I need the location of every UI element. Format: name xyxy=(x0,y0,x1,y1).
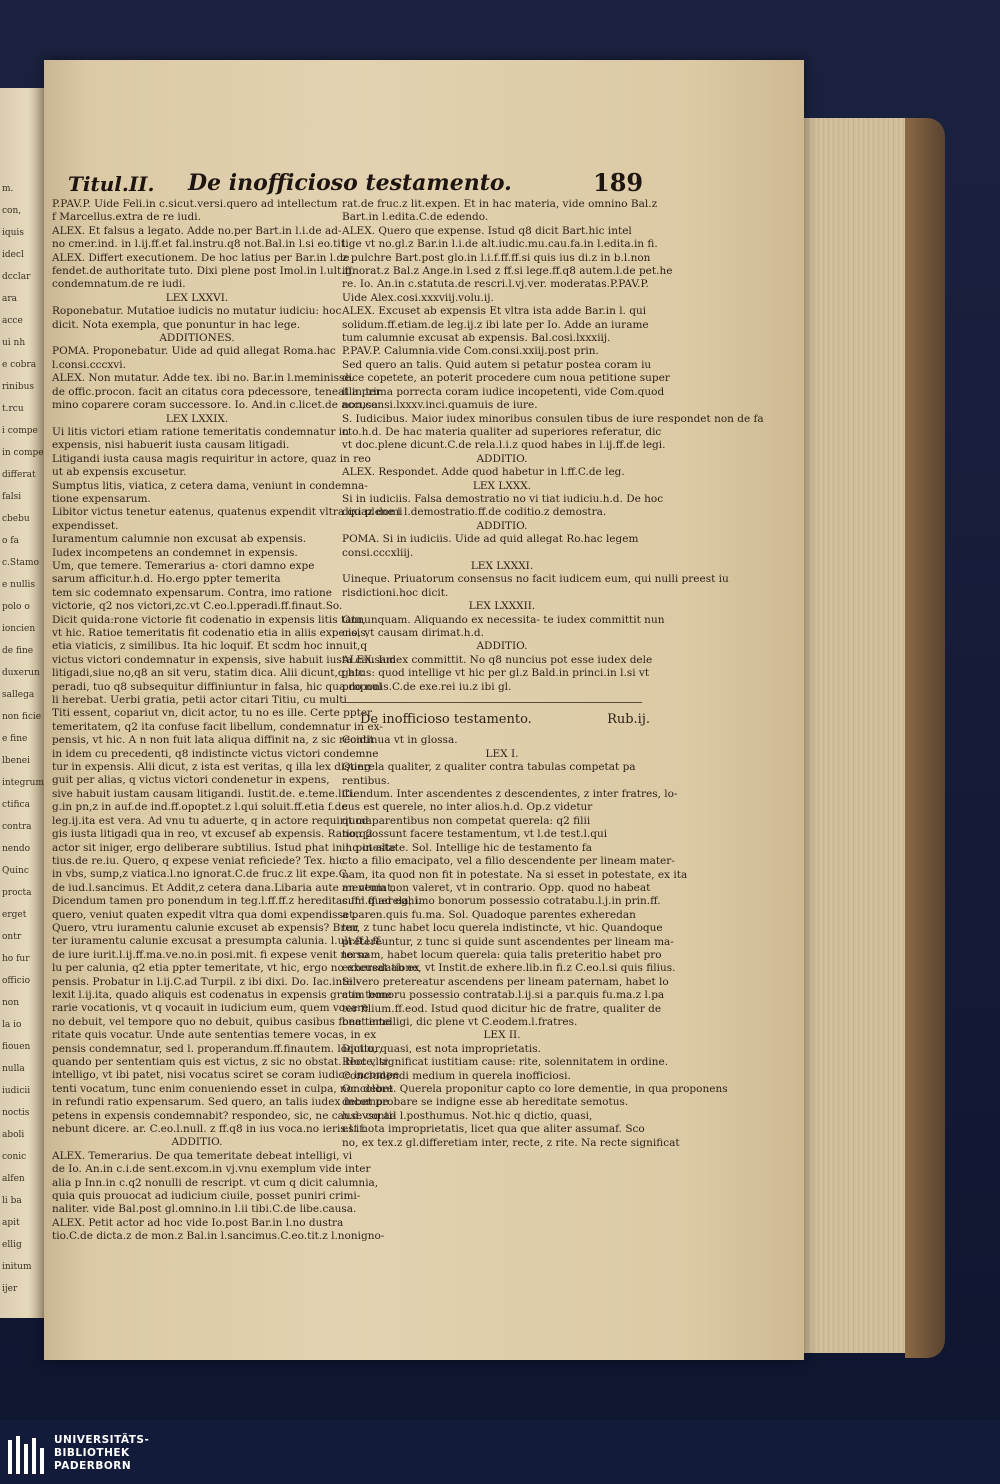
left-page-text-fragment: de fine xyxy=(2,646,34,656)
text-line: Sed quero an talis. Quid autem si petatur postea coram iu xyxy=(342,358,652,371)
text-line: Continua vt in glossa. xyxy=(342,734,458,747)
text-line: Iuramentum calumnie non excusat ab expensis. xyxy=(52,533,307,546)
text-line: re. Io. An.in c.statuta.de rescri.l.vj.ver. moderatas.P.PAV.P. xyxy=(342,278,649,291)
text-line: lu per calunia, q2 etia ppter temeritate, vt hic, ergo no excusat ab ex xyxy=(52,962,420,975)
text-line: condemnatum.de re iudi. xyxy=(52,278,186,291)
text-line: guit per alias, q victus victori condenetur in expens, xyxy=(52,774,330,787)
text-line: l.consi.cccxvi. xyxy=(52,358,126,371)
text-line: Concludendi medium in querela inofficiosi. xyxy=(342,1069,571,1082)
text-line: Dictio, quasi, est nota improprietatis. xyxy=(342,1042,541,1055)
text-line: leg.ij.ita est vera. Ad vnu tu aduerte, q in actore requirit ma xyxy=(52,814,372,827)
text-line: Uide Alex.cosi.xxxviij.volu.ij. xyxy=(342,291,494,304)
left-page-text-fragment: ioncien xyxy=(2,624,36,634)
text-line: no, ex tex.z gl.differetiam inter, recte, z rite. Na recte significat xyxy=(342,1136,680,1149)
text-line: rarie vocationis, vt q vocauit in iudicium eum, quem vocare xyxy=(52,1002,369,1015)
text-line: temeritatem, q2 ita confuse facit libellum, condemnatur in ex- xyxy=(52,720,383,733)
library-name-line2: BIBLIOTHEK xyxy=(54,1447,130,1459)
left-page-text-fragment: o fa xyxy=(2,536,19,546)
text-line: intelligo, vt ibi patet, nisi vocatus sciret se coram iudice incompe xyxy=(52,1069,400,1082)
text-line: Si vero pretereatur ascendens per lineam paternam, habet lo xyxy=(342,975,669,988)
text-line: ALEX. Temerarius. De qua temeritate debeat intelligi, vi xyxy=(52,1149,353,1162)
text-line: ADDITIO. xyxy=(476,640,528,653)
section-title: De inofficioso testamento. xyxy=(360,712,532,728)
text-line: in potestate. Sol. Intellige hic de testamento fa xyxy=(342,841,593,854)
left-page-text-fragment: aboli xyxy=(2,1130,25,1140)
left-page-text-fragment: e fine xyxy=(2,734,28,744)
text-line: LEX LXXX. xyxy=(472,479,532,492)
text-line: de iud.l.sancimus. Et Addit,z cetera dana.Libaria aute an veniat, xyxy=(52,881,395,894)
left-page-text-fragment: rinibus xyxy=(2,382,35,392)
text-line: dice copetete, an poterit procedere cum noua petitione super xyxy=(342,372,670,385)
text-line: Si in iudiciis. Falsa demostratio no vi tiat iudiciu.h.d. De hoc xyxy=(342,492,664,505)
text-line: dixi plene i l.demostratio.ff.de coditio.z demostra. xyxy=(342,506,607,519)
left-page-text-fragment: ara xyxy=(2,294,18,304)
text-line: mino coparere coram successore. Io. And.in c.licet.de accusa. xyxy=(52,399,382,412)
text-line: ALEX. Iudex committit. No q8 nuncius pot esse iudex dele xyxy=(342,653,653,666)
text-line: Roponebatur. Mutatioe iudicis no mutatur iudiciu: hoc xyxy=(52,305,342,318)
left-page-text-fragment: li ba xyxy=(2,1196,22,1206)
text-line: Ciendum. Inter ascendentes z descendentes, z inter fratres, lo- xyxy=(342,788,678,801)
text-line: Libitor victus tenetur eatenus, quatenus expendit vltra quaz domi xyxy=(52,506,403,519)
text-line: etia viaticis, z similibus. Ita hic loquif. Et scdm hoc innuit,q xyxy=(52,640,368,653)
left-page-text-fragment: ctifica xyxy=(2,800,30,810)
text-line: in idem cu precedenti, q8 indistincte victus victori condemne xyxy=(52,747,379,760)
text-line: actor sit iniger, ergo deliberare subtilius. Istud phat in l.q in alte xyxy=(52,841,396,854)
text-line: cus est querele, no inter alios.h.d. Op.z videtur xyxy=(342,801,593,814)
text-line: debet probare se indigne esse ab hereditate semotus. xyxy=(342,1096,629,1109)
text-line: pensis, vt hic. A n non fuit lata aliqua diffinit na, z sic recidit xyxy=(52,734,374,747)
text-line: g.in pn,z in auf.de ind.ff.opoptet.z l.qui soluit.ff.etia f.de xyxy=(52,801,348,814)
text-line: ut ab expensis excusetur. xyxy=(52,466,187,479)
text-line: non,consi.lxxxv.inci.quamuis de iure. xyxy=(342,399,538,412)
library-name xyxy=(54,1434,149,1473)
left-page-text-fragment: erget xyxy=(2,910,27,920)
left-page-text-fragment: con, xyxy=(2,206,22,216)
text-line: LEX I. xyxy=(485,747,519,760)
text-line: sive habuit iustam causam litigandi. Iustit.de. e.teme.liti. xyxy=(52,787,356,800)
titul-label: Titul.II. xyxy=(68,172,155,196)
text-line: vt hic. Ratioe temeritatis fit codenatio etia in aliis expensis, xyxy=(52,627,369,639)
text-line: ALEX. Petit actor ad hoc vide Io.post Bar.in l.no dustra xyxy=(52,1216,344,1229)
left-page-text-fragment: contra xyxy=(2,822,32,832)
text-line: ALEX. Non mutatur. Adde tex. ibi no. Bar.in l.meminisse. xyxy=(52,372,354,385)
left-page-text-fragment: nendo xyxy=(2,844,31,854)
text-line: expensis, nisi habuerit iusta causam litigadi. xyxy=(52,439,290,452)
left-page-text-fragment: integrum xyxy=(2,778,45,788)
text-line: rat.de fruc.z lit.expen. Et in hac materia, vide omnino Bal.z xyxy=(342,198,658,210)
text-line: no cmer.ind. in l.ij.ff.et fal.instru.q8 not.Bal.in l.si eo.tit. xyxy=(52,238,349,251)
text-line: gatus: quod intellige vt hic per gl.z Bald.in princi.in l.si vt xyxy=(342,667,650,680)
left-page-text-fragment: cbebu xyxy=(2,514,30,524)
text-line: dicit. Nota exempla, que ponuntur in hac lege. xyxy=(52,318,301,331)
text-line: ALEX. Excuset ab expensis Et vltra ista adde Bar.in l. qui xyxy=(342,305,647,318)
text-line: tio.C.de dicta.z de mon.z Bal.in l.sancimus.C.eo.tit.z l.nonigno- xyxy=(52,1230,385,1243)
text-line: cto a filio emacipato, vel a filio descendente per lineam mater- xyxy=(342,855,675,868)
text-line: quia quis prouocat ad iudicium ciuile, posset puniri crimi- xyxy=(52,1190,361,1203)
text-line: nebunt dicere. ar. C.eo.l.null. z ff.q8 in ius voca.no ieris.l.if. xyxy=(52,1123,367,1136)
text-line: tenti vocatum, tunc enim conueniendo esset in culpa, non debet xyxy=(52,1082,394,1095)
text-line: tum calumnie excusat ab expensis. Bal.cosi.lxxxiij. xyxy=(342,332,611,345)
text-line: illa prima porrecta coram iudice incopetenti, vide Com.quod xyxy=(342,385,665,398)
left-page-text-fragment: alfen xyxy=(2,1174,25,1184)
text-line: victus victori condemnatur in expensis, sive habuit iusta causam xyxy=(52,653,397,666)
text-line: Dicendum tamen pro ponendum in teg.l.ff.ff.z hereditas.ff.l.ff.ad eghi. xyxy=(52,895,422,908)
text-line: exheredatione, vt Instit.de exhere.lib.in fi.z C.eo.l.si quis filius. xyxy=(342,962,676,975)
text-line: expendisset. xyxy=(52,519,119,532)
left-page-text-fragment: iquis xyxy=(2,228,24,238)
text-line: Uineque. Priuatorum consensus no facit iudicem eum, qui nulli preest iu xyxy=(342,573,729,586)
left-page-text-fragment: apit xyxy=(2,1218,20,1228)
right-text-column xyxy=(342,198,764,1338)
text-line: ALEX. Et falsus a legato. Adde no.per Bart.in l.i.de ad- xyxy=(52,224,342,237)
text-line: a paren.quis fu.ma. Sol. Quadoque parentes exheredan xyxy=(342,908,636,921)
left-page-text-fragment: e nullis xyxy=(2,580,36,590)
text-line: cum bonoru possessio contratab.l.ij.si a par.quis fu.ma.z l.pa xyxy=(342,989,665,1002)
text-line: LEX LXXXII. xyxy=(468,600,536,613)
text-line: pensis condemnatur, sed l. properandum.ff.finautem. loquitur, xyxy=(52,1042,383,1055)
left-page-text-fragment: sallega xyxy=(2,690,35,700)
text-line: cio, vt causam dirimat.h.d. xyxy=(342,627,484,639)
text-line: ALEX. Respondet. Adde quod habetur in l.ff.C.de leg. xyxy=(342,466,625,479)
text-line: tur, z tunc habet locu querela indistincte, vt hic. Quandoque xyxy=(342,922,663,935)
library-name-line1: UNIVERSITÄTS- xyxy=(54,1434,150,1446)
text-line: non possunt facere testamentum, vt l.de test.l.qui xyxy=(342,828,608,841)
text-line: Ui litis victori etiam ratione temeritatis condemnatur in xyxy=(52,425,349,438)
text-line: Querela qualiter, z qualiter contra tabulas competat pa xyxy=(342,761,636,774)
left-page-text-fragment: idecl xyxy=(2,250,24,260)
text-line: sarum afficitur.h.d. Ho.ergo ppter temerita xyxy=(52,573,281,586)
text-line: quod parentibus non competat querela: q2 filii xyxy=(342,814,591,827)
text-line: nam, ita quod non fit in potestate. Na si esset in potestate, ex ita xyxy=(342,868,688,881)
text-line: Litigandi iusta causa magis requiritur in actore, quaz in reo xyxy=(52,452,371,465)
text-line: Bart.in l.edita.C.de edendo. xyxy=(342,211,489,224)
left-page-text-fragment: acce xyxy=(2,316,23,326)
text-line: ter iuramentu calunie excusat a presumpta calunia. l.ult.ff.l.ff. xyxy=(52,935,383,948)
left-page-text-fragment: ijer xyxy=(2,1284,18,1294)
text-line: quando per sententiam quis est victus, z sic no obstat. Hoc vltr xyxy=(52,1056,389,1068)
library-name-line3: PADERBORN xyxy=(54,1460,132,1472)
text-line: beat intelligi, dic plene vt C.eodem.l.fratres. xyxy=(342,1015,578,1028)
text-line: Recte, significat iustitiam cause: rite, solennitatem in ordine. xyxy=(342,1056,669,1069)
left-page-text-fragment: e cobra xyxy=(2,360,37,370)
text-line: in vbs, sump,z viatica.l.no ignorat.C.de fruc.z lit expe.C. xyxy=(52,868,350,881)
left-page-text-fragment: officio xyxy=(2,976,31,986)
text-line: pretereuntur, z tunc si quide sunt ascendentes per lineam ma- xyxy=(342,935,674,948)
text-line: de iure iurit.l.ij.ff.ma.ve.no.in posi.mit. fi expese venit no so xyxy=(52,948,369,961)
text-line: tur in expensis. Alii dicut, z ista est veritas, q illa lex disting xyxy=(52,761,371,774)
text-line: peradi, tuo q8 subsequitur diffiniuntur in falsa, hic qua do nul xyxy=(52,680,382,693)
left-page-text-fragment: procta xyxy=(2,888,32,898)
left-page-text-fragment: i compe xyxy=(2,426,38,436)
text-line: P.PAV.P. Calumnia.vide Com.consi.xxiij.post prin. xyxy=(342,345,599,358)
text-line: de offic.procon. facit an citatus cora pdecessore, teneat in ter xyxy=(52,385,381,398)
text-line: victorie, q2 nos victori,zc.vt C.eo.l.pperadi.ff.finaut.So. xyxy=(52,600,343,613)
text-line: risdictioni.hoc dicit. xyxy=(342,586,449,599)
text-line: f Marcellus.extra de re iudi. xyxy=(52,211,201,224)
text-line: tius.de re.iu. Quero, q expese veniat reficiede? Tex. hic xyxy=(52,854,346,867)
text-line: alia p Inn.in c.q2 nonulli de rescript. vt cum q dicit calumnia, xyxy=(52,1176,379,1189)
text-line: ADDITIONES. xyxy=(159,332,235,345)
text-line: no debuit, vel tempore quo no debuit, quibus casibus fone teme xyxy=(52,1015,392,1028)
left-page-text-fragment: fiouen xyxy=(2,1042,31,1052)
text-line: Quero, vtru iuramentu calunie excuset ab expensis? Breu xyxy=(52,921,359,934)
book-cover-edge xyxy=(905,118,945,1358)
left-page-text-fragment: ellig xyxy=(2,1240,22,1250)
text-line: Onnunquam. Aliquando ex necessita- te iudex committit nun xyxy=(342,613,665,626)
running-head xyxy=(68,168,668,202)
left-page-text-fragment: duxerun xyxy=(2,668,40,678)
text-line: quero, veniut quaten expedit vltra qua domi expendisset. xyxy=(52,908,357,921)
university-library-logo-icon xyxy=(6,1434,46,1480)
left-page-text-fragment: polo o xyxy=(2,602,30,612)
text-line: consi.cccxliij. xyxy=(342,546,414,559)
left-page-text-fragment: nulla xyxy=(2,1064,25,1074)
right-column-upper xyxy=(342,198,764,694)
text-line: ternam, habet locum querela: quia talis preteritio habet pro xyxy=(342,948,662,961)
text-line: li herebat. Uerbi gratia, petii actor citari Titiu, cu multi xyxy=(52,694,347,707)
left-page-text-fragment: ho fur xyxy=(2,954,30,964)
left-page-text-fragment: t.rcu xyxy=(2,404,24,414)
left-page-text-fragment: c.Stamo xyxy=(2,558,40,568)
left-page-text-fragment: conic xyxy=(2,1152,27,1162)
text-line: cum querela, imo bonorum possessio cotratabu.l.j.in prin.ff. xyxy=(342,895,661,908)
text-line: ter filium.ff.eod. Istud quod dicitur hic de fratre, qualiter de xyxy=(342,1002,662,1015)
text-line: naliter. vide Bal.post gl.omnino.in l.ii tibi.C.de libe.causa. xyxy=(52,1203,357,1216)
text-line: pensis. Probatur in l.ij.C.ad Turpil. z ibi dixi. Do. Iac.intel- xyxy=(52,975,360,988)
page-title: De inofficioso testamento. xyxy=(188,170,512,196)
text-line: Dicit quida:rone victorie fit codenatio in expensis litis tatu, xyxy=(52,613,366,626)
text-line: litigadi,siue no,q8 an sit veru, statim dica. Alii dicunt,q hic xyxy=(52,667,364,680)
left-page-text-fragment: m. xyxy=(2,184,14,194)
text-line: tem sic codemnato expensarum. Contra, imo ratione xyxy=(52,586,333,599)
text-line: z pulchre Bart.post glo.in l.i.f.ff.ff.si quis ius di.z in b.l.non xyxy=(342,251,651,264)
text-line: vt doc.plene dicunt.C.de rela.l.i.z quod habes in l.ij.ff.de legi. xyxy=(342,439,666,452)
text-line: est nota improprietatis, licet qua que aliter assumaf. Sco xyxy=(342,1123,645,1136)
text-line: tione expensarum. xyxy=(52,492,151,505)
text-line: mentum non valeret, vt in contrario. Opp. quod no habeat xyxy=(342,881,651,894)
section-heading xyxy=(360,713,650,726)
text-line: rentibus. xyxy=(342,774,390,787)
text-line: Oc colore. Querela proponitur capto co lore dementie, in qua proponens xyxy=(342,1083,728,1095)
right-column-lower xyxy=(342,734,728,1150)
page-fore-edges xyxy=(795,118,921,1353)
text-line: LEX LXXXI. xyxy=(470,559,534,572)
left-page-text-fragment: dcclar xyxy=(2,272,31,282)
text-line: lige vt no.gl.z Bar.in l.i.de alt.iudic.mu.cau.fa.in l.edita.in fi. xyxy=(342,238,658,251)
left-page-text-fragment: in compe xyxy=(2,448,44,458)
left-page-text-fragment: ontr xyxy=(2,932,22,942)
text-line: POMA. Si in iudiciis. Uide ad quid allegat Ro.hac legem xyxy=(342,533,639,546)
text-line: ADDITIO. xyxy=(476,452,528,465)
text-line: Iudex incompetens an condemnet in expensis. xyxy=(52,546,298,559)
section-divider xyxy=(342,702,642,703)
left-page-text-fragment: la io xyxy=(2,1020,22,1030)
text-line: solidum.ff.etiam.de leg.ij.z ibi late per Io. Adde an iurame xyxy=(342,318,649,331)
text-line: POMA. Proponebatur. Uide ad quid allegat Roma.hac xyxy=(52,345,336,358)
left-page-text-fragment: ui nh xyxy=(2,338,26,348)
text-line: h.d.vsq ad l.posthumus. Not.hic q dictio, quasi, xyxy=(342,1109,593,1122)
section-rubric: Rub.ij. xyxy=(607,712,650,728)
text-line: ALEX. Quero que expense. Istud q8 dicit Bart.hic intel xyxy=(342,224,632,237)
left-page-text-fragment: noctis xyxy=(2,1108,30,1118)
text-line: in refundi ratio expensarum. Sed quero, an talis iudex incompe xyxy=(52,1096,389,1109)
text-line: de Io. An.in c.i.de sent.excom.in vj.vnu exemplum vide inter xyxy=(52,1163,371,1176)
text-line: lexit l.ij.ita, quado aliquis est codenatus in expensis gratia teme xyxy=(52,988,392,1001)
text-line: LEX II. xyxy=(483,1029,521,1042)
folio-number: 189 xyxy=(593,168,644,197)
text-line: ritate quis vocatur. Unde aute sententias temere vocas, in ex xyxy=(52,1029,377,1042)
left-page-text-fragment: initum xyxy=(2,1262,32,1272)
text-line: LEX LXXVI. xyxy=(165,291,229,304)
left-page-fragment xyxy=(0,88,46,1318)
left-page-text-fragment: non xyxy=(2,998,20,1008)
text-line: fendet.de authoritate tuto. Dixi plene post Imol.in l.ult.ff. xyxy=(52,265,355,278)
text-line: ignorat.z Bal.z Ange.in l.sed z ff.si lege.ff.q8 autem.l.de pet.he xyxy=(342,265,673,278)
left-page-text-fragment: Quinc xyxy=(2,866,29,876)
left-page-text-fragment: differat xyxy=(2,470,36,480)
library-footer xyxy=(0,1420,1000,1484)
text-line: ADDITIO. xyxy=(171,1136,223,1149)
text-line: petens in expensis condemnabit? respondeo, sic, ne cause conti- xyxy=(52,1109,396,1122)
text-line: Sumptus litis, viatica, z cetera dama, veniunt in condemna- xyxy=(52,479,368,492)
text-line: cto.h.d. De hac materia qualiter ad superiores referatur, dic xyxy=(342,425,662,438)
text-line: LEX LXXIX. xyxy=(165,412,229,425)
left-page-text-fragment: lbenei xyxy=(2,756,30,766)
text-line: P.PAV.P. Uide Feli.in c.sicut.versi.quero ad intellectum xyxy=(52,198,338,210)
text-line: ADDITIO. xyxy=(476,519,528,532)
left-page-text-fragment: iudicii xyxy=(2,1086,31,1096)
text-line: ALEX. Differt executionem. De hoc latius per Bar.in l.de xyxy=(52,251,350,264)
left-page-text-fragment: falsi xyxy=(2,492,22,502)
text-line: Um, que temere. Temerarius a- ctori damno expe xyxy=(52,559,315,572)
text-line: gis iusta litigadi qua in reo, vt excusef ab expensis. Ratio,q2 xyxy=(52,828,373,841)
text-line: proponis.C.de exe.rei iu.z ibi gl. xyxy=(342,680,512,693)
left-page-text-fragment: non ficie xyxy=(2,712,42,722)
text-line: S. Iudicibus. Maior iudex minoribus consulen tibus de iure respondet non de fa xyxy=(342,412,764,425)
text-line: Titi essent, copariut vn, dicit actor, tu no es ille. Certe ppter xyxy=(52,707,373,720)
